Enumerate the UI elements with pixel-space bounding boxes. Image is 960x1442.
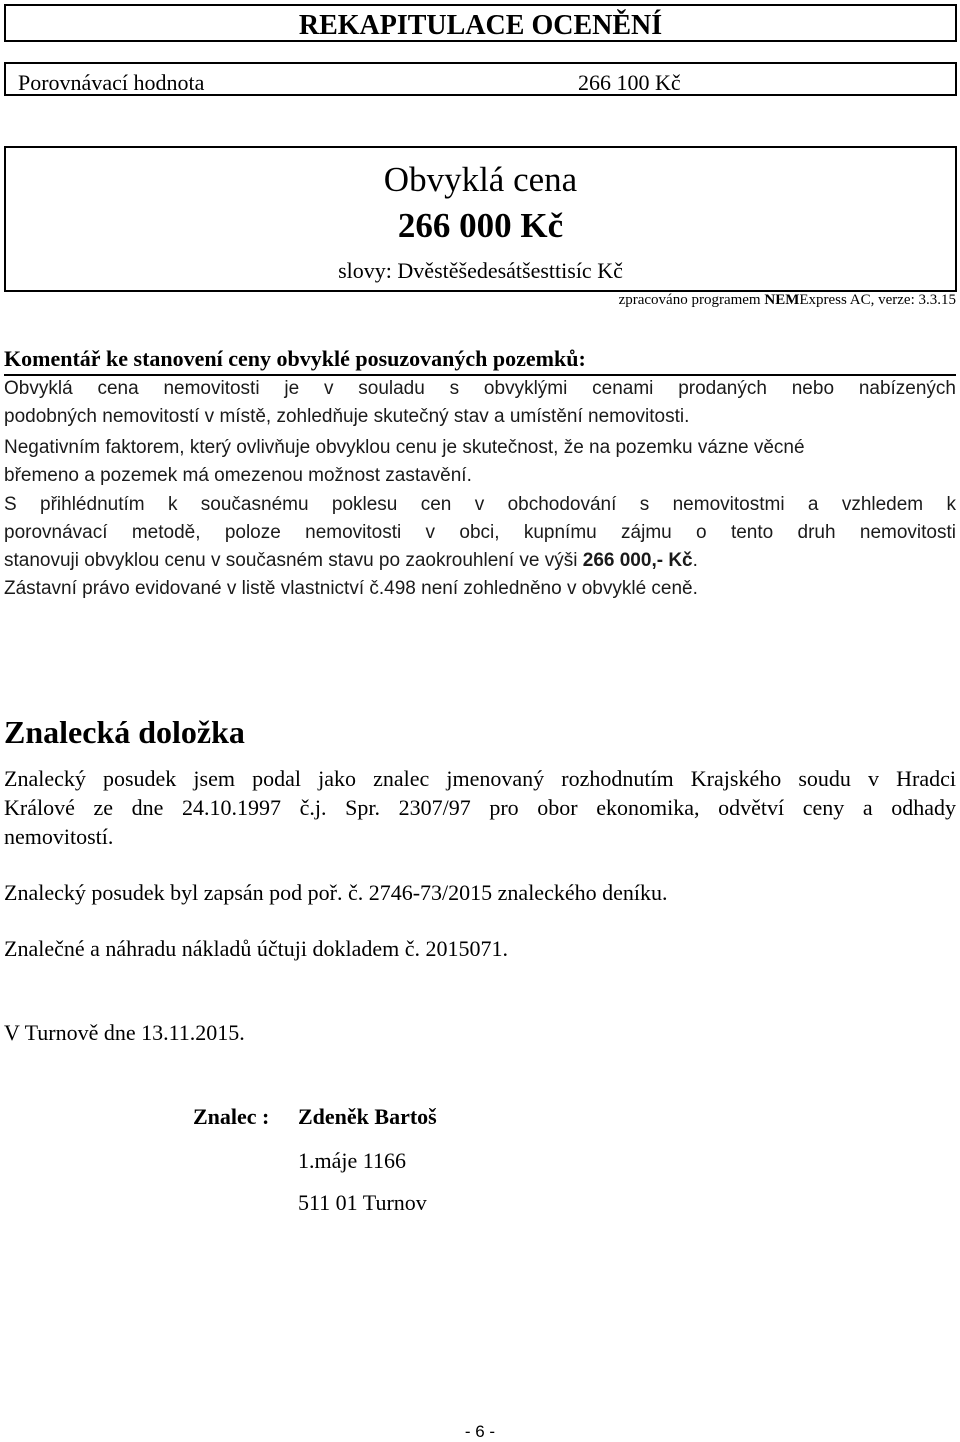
- program-credit-bold: NEM: [764, 292, 800, 308]
- comment-p3-prefix: stanovuji obvyklou cenu v současném stavu po zaokrouhlení ve výši: [4, 550, 583, 571]
- expert-address-city: 511 01 Turnov: [298, 1190, 427, 1215]
- expert-clause-paragraph-1-line-3: nemovitostí.: [4, 824, 114, 849]
- usual-price-heading: Obvyklá cena: [383, 160, 578, 199]
- comparison-value-box: [4, 62, 957, 96]
- signature-label: Znalec :: [193, 1104, 270, 1129]
- expert-clause-registry: Znalecký posudek byl zapsán pod poř. č. 2746-73/2015 znaleckého deníku.: [4, 880, 668, 905]
- expert-clause-fee: Znalečné a náhradu nákladů účtuji dokladem č. 2015071.: [4, 936, 508, 961]
- comment-paragraph-4: Zástavní právo evidované v listě vlastnictví č.498 není zohledněno v obvyklé ceně.: [4, 578, 698, 599]
- program-credit-prefix: zpracováno programem: [618, 292, 765, 308]
- usual-price-in-words: slovy: Dvěstěšedesátšesttisíc Kč: [338, 258, 623, 283]
- comment-paragraph-2-line-2: břemeno a pozemek má omezenou možnost zastavění.: [4, 465, 472, 486]
- page-title: REKAPITULACE OCENĚNÍ: [298, 10, 663, 41]
- place-and-date: V Turnově dne 13.11.2015.: [4, 1020, 245, 1045]
- comment-heading: Komentář ke stanovení ceny obvyklé posuzovaných pozemků:: [4, 346, 956, 376]
- expert-clause-paragraph-1-line-2: Králové ze dne 24.10.1997 č.j. Spr. 2307/97 pro obor ekonomika, odvětví ceny a odhady: [4, 795, 956, 820]
- expert-name: Zdeněk Bartoš: [298, 1104, 437, 1129]
- comparison-value: 266 100 Kč: [578, 70, 681, 95]
- expert-address-street: 1.máje 1166: [298, 1148, 406, 1173]
- comment-p3-amount: 266 000,- Kč: [582, 550, 693, 571]
- usual-price-value: 266 000 Kč: [397, 206, 564, 245]
- program-credit: [619, 292, 956, 309]
- page-number: - 6 -: [464, 1422, 496, 1441]
- comment-paragraph-3-line-3: [4, 550, 698, 572]
- title-box: [4, 4, 957, 42]
- comment-paragraph-2-line-1: Negativním faktorem, který ovlivňuje obvyklou cenu je skutečnost, že na pozemku vázne věcné: [4, 437, 805, 458]
- program-credit-suffix: Express AC, verze: 3.3.15: [799, 292, 956, 308]
- expert-clause-paragraph-1-line-1: Znalecký posudek jsem podal jako znalec jmenovaný rozhodnutím Krajského soudu v Hradci: [4, 766, 956, 791]
- comment-p3-suffix: .: [692, 550, 698, 571]
- expert-clause-heading: Znalecká doložka: [4, 714, 245, 750]
- comment-paragraph-3-line-1: S přihlédnutím k současnému poklesu cen v obchodování s nemovitostmi a vzhledem k: [4, 494, 956, 515]
- comment-paragraph-1-line-1: Obvyklá cena nemovitosti je v souladu s obvyklými cenami prodaných nebo nabízených: [4, 378, 956, 399]
- comment-paragraph-3-line-2: porovnávací metodě, poloze nemovitosti v obci, kupnímu zájmu o tento druh nemovitosti: [4, 522, 956, 543]
- comparison-label: Porovnávací hodnota: [18, 70, 205, 95]
- usual-price-box: [4, 146, 957, 292]
- comment-paragraph-1-line-2: podobných nemovitostí v místě, zohledňuje skutečný stav a umístění nemovitosti.: [4, 406, 690, 427]
